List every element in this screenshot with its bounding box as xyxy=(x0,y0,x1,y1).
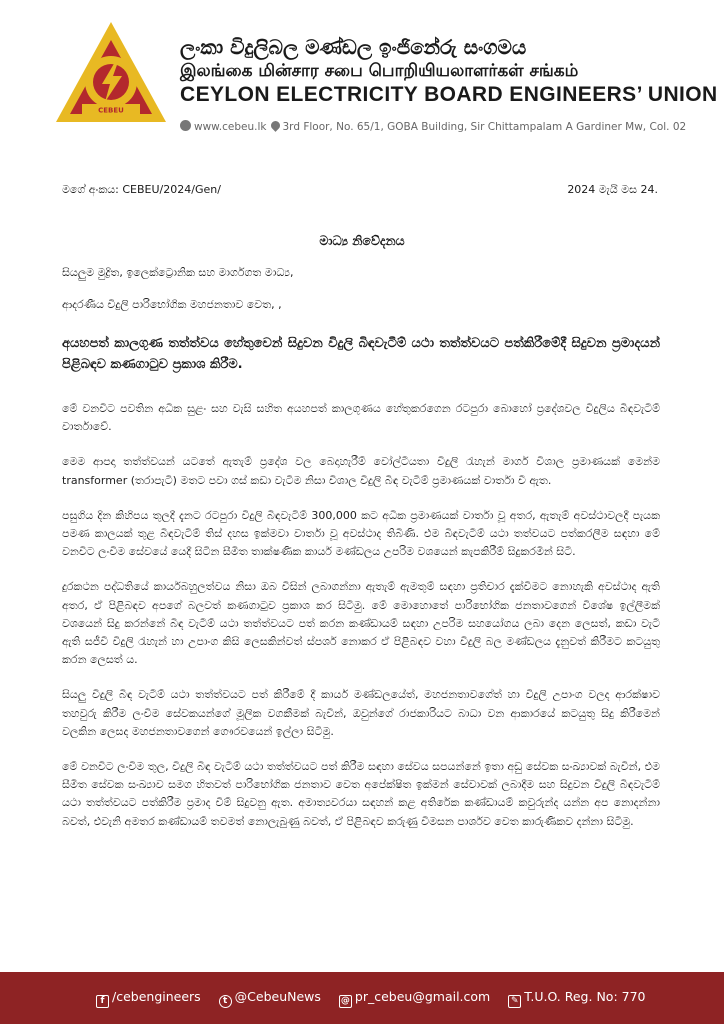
contact-line xyxy=(180,120,686,133)
facebook-icon: f xyxy=(96,995,109,1008)
body-paragraph: සියලු විදුලි බිඳ වැටීම් යථා තත්ත්වයට පත් කිරීමේ දී කාර්ය මණ්ඩලයේත්, මහජනතාවගේත් හා විදුලි උපාංග වලද ආරක්ෂාව තහවුරු කිරීම ලංවිම සේවකයන්ගේ මූලික වගකීමක් බැවින්, ඔවුන්ගේ රාජකාරියට බාධා වන ආකාරයේ කටයුතු සිදු කිරීමෙන් වලකින ලෙසද මහජනතාවගෙන් ගෞරවයෙන් ඉල්ලා සිටිමු. xyxy=(62,688,660,738)
subject-line: අයහපත් කාලගුණ තත්ත්වය හේතුවෙන් සිදුවන විදුලි බිඳවැටීම් යථා තත්ත්වයට පත්කිරීමේදී සිදුවන ප්‍රමාදයන් පිළිබඳව කණගාටුව ප්‍රකාශ කිරීම. xyxy=(62,336,660,372)
org-name-tamil: இலங்கை மின்சார சபை பொறியியலாளர்கள் சங்கம் xyxy=(180,61,579,81)
registration-number: T.U.O. Reg. No: 770 xyxy=(524,989,646,1004)
edit-icon: ✎ xyxy=(508,995,521,1008)
website-link[interactable]: www.cebeu.lk xyxy=(194,121,267,133)
logo-text: CEBEU xyxy=(98,106,124,115)
location-pin-icon xyxy=(269,119,282,132)
email-icon: @ xyxy=(340,996,350,1006)
letter-body xyxy=(62,400,660,848)
footer-bar xyxy=(0,972,724,1024)
twitter-icon: t xyxy=(219,995,232,1008)
body-paragraph: මෙම ආපදා තත්ත්වයන් යටතේ ඇතැම් ප්‍රදේශ වල බෙදාහැරීම් වෝල්ටීයතා විදුලි රැහැන් මාර්ග විශාල ප්‍රමාණයක් මෙන්ම transformer (තරාපැටි) මතට පවා ගස් කඩා වැටීම නිසා විශාල විදුලි බිඳ වැටීම් ප්‍රමාණයක් වාර්තා වී ඇත. xyxy=(62,455,660,487)
twitter-handle[interactable]: @CebeuNews xyxy=(234,989,321,1004)
body-paragraph: මේ වනවිට පවතින අධික සුළං සහ වැසි සහිත අයහපත් කාලගුණය හේතුකරගෙන රටපුරා බොහෝ ප්‍රදේශවල විදුලිය බිඳවැටීම් වාර්තාවේ. xyxy=(62,402,660,434)
addressee-public: ආදරණීය විදුලි පාරිභෝගික මහජනතාව වෙත, , xyxy=(62,298,282,311)
globe-icon xyxy=(180,120,191,131)
reference-number: මගේ අංකය: CEBEU/2024/Gen/ xyxy=(62,183,221,196)
body-paragraph: දුරකථන පද්ධතියේ කාර්යබහුලත්වය නිසා ඔබ විසින් ලබාගන්නා ඇතැම් ඇමතුම් සඳහා ප්‍රතිචාර දැක්වීමට නොහැකි අවස්ථාද ඇති අතර, ඒ පිළිබඳව අපගේ බලවත් කණගාටුව ප්‍රකාශ කර සිටිමු. මේ මොහොතේ පාරිභෝගික ජනතාවගෙන් විශේෂ ඉල්ලීමක් වශයෙන් සිදු කරන්නේ බිඳ වැටීම් යථා තත්ත්වයට පත් කරන කණ්ඩායම් සඳහා උපරිම සහයෝගය ලබා දෙන ලෙසත්, කඩා වැටී ඇති සජීවී විදුලි රැහැන් හා උපාංග කිසි ලෙසකින්වත් ස්පර්ශ නොකර ඒ පිළිබඳව වහා විදුලි බල මණ්ඩලය දැනුවත් කිරීමට කටයුතු කරන ලෙසත් ය. xyxy=(62,580,660,667)
body-paragraph: මේ වනවිට ලංවිම තුල, විදුලි බිඳ වැටීම් යථා තත්ත්වයට පත් කිරීම සඳහා සේවය සපයන්නේ ඉතා අඩු සේවක සංඛ්‍යාවක් බැවින්, එම සීමිත සේවක සංඛ්‍යාව සමග හිතවත් පාරිභෝගික ජනතාව වෙත අපේක්ෂිත ඉක්මන් සේවාවක් ලබාදීම සහ සිදුවන විදුලි බිඳවැටීම් යථා තත්ත්වයට පත්කිරීම ප්‍රමාද වීම් සිදුවනු ඇත. අමාත්‍යවරයා සඳහන් කළ අතිරේක කණ්ඩායම් කවුරුන්ද යන්න අප නොදන්නා බවත්, එවැනි අමතර කණ්ඩායම් තවමත් නොලැබුණු බවත්, ඒ පිළිබඳව කරුණු විමසන පාර්ශව වෙත කාරුණිකව දන්නා සිටිමු. xyxy=(62,760,660,828)
body-paragraph: පසුගිය දින කිහිපය තුලදී දැනට රටපුරා විදුලි බිඳවැටීම් 300,000 කට අධික ප්‍රමාණයක් වාර්තා වූ අතර, ඇතැම් අවස්ථාවලදී පැයක පමණ කාලයක් තුළ බිඳවැටීම් තිස් දහස ඉක්මවා වාර්තා වූ අවස්ථාද තිබිණි. එම බිඳවැටීම් යථා තත්වයට පත්කරලීම සඳහා මේ වනවිට ලංවිම සේවයේ යෙදී සිටින සීමිත තාක්ෂණික කාර්ය මණ්ඩලය උපරිම වශයෙන් කැපකිරීම් සිදුකරමින් සිටී. xyxy=(62,508,660,559)
postal-address: 3rd Floor, No. 65/1, GOBA Building, Sir Chittampalam A Gardiner Mw, Col. 02 xyxy=(282,121,687,133)
org-name-sinhala: ලංකා විදුලිබල මණ්ඩල ඉංජිනේරු සංගමය xyxy=(180,35,527,59)
org-name-english: CEYLON ELECTRICITY BOARD ENGINEERS’ UNION xyxy=(180,83,718,106)
cebeu-logo xyxy=(52,18,170,130)
email-address[interactable]: pr_cebeu@gmail.com xyxy=(354,989,491,1004)
letter-date: 2024 මැයි මස 24. xyxy=(567,183,658,196)
document-title: මාධ්‍ය නිවේදනය xyxy=(319,233,405,248)
addressee-media: සියලුම මුද්‍රිත, ඉලෙක්ට්‍රොනික සහ මාර්ගගත මාධ්‍ය, xyxy=(62,266,294,279)
letterhead xyxy=(0,0,724,150)
footer-contacts xyxy=(96,989,659,1008)
facebook-handle[interactable]: /cebengineers xyxy=(112,989,201,1004)
org-name-block xyxy=(180,34,720,108)
